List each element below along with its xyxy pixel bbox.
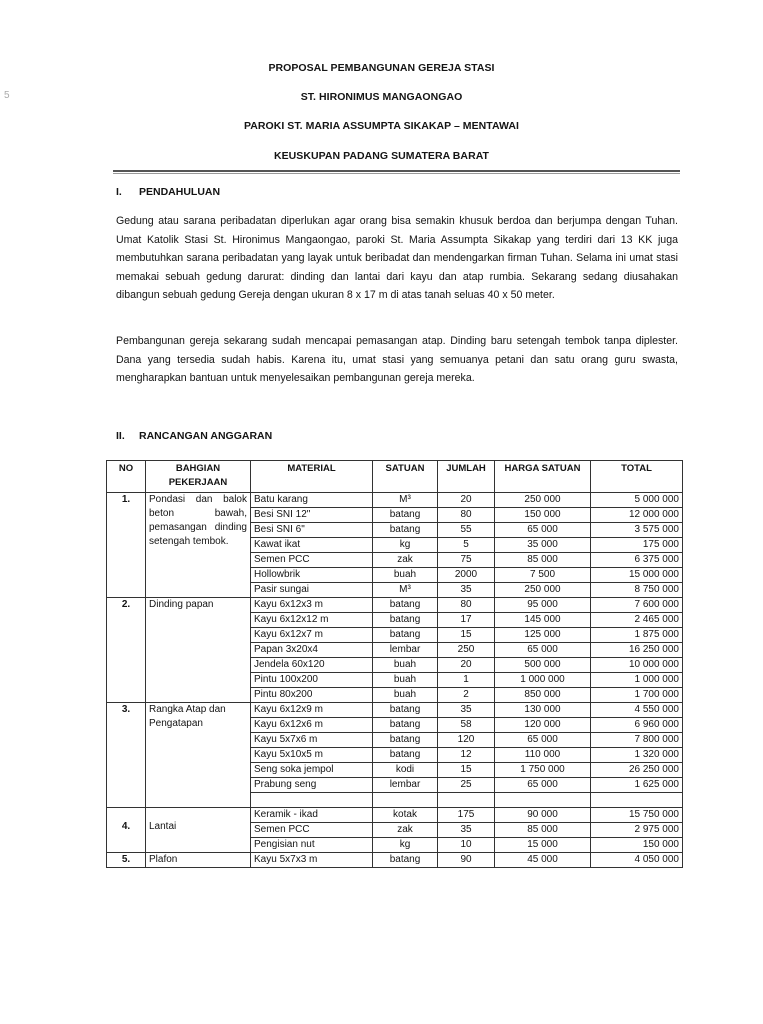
budget-table-body	[107, 493, 683, 868]
cell-price: 90 000	[495, 808, 591, 823]
cell-unit: buah	[373, 688, 438, 703]
cell-qty: 250	[438, 643, 495, 658]
table-row	[107, 598, 683, 613]
cell-material: Besi SNI 12"	[251, 508, 373, 523]
cell-unit: kodi	[373, 763, 438, 778]
header-material: MATERIAL	[251, 461, 373, 493]
header-divider	[113, 170, 680, 172]
cell-qty: 35	[438, 823, 495, 838]
cell-qty: 17	[438, 613, 495, 628]
work-part: Plafon	[146, 853, 251, 868]
cell-unit: buah	[373, 673, 438, 688]
cell-total: 150 000	[591, 838, 683, 853]
cell-total: 2 975 000	[591, 823, 683, 838]
header-no: NO	[107, 461, 146, 493]
cell-price: 500 000	[495, 658, 591, 673]
cell-price: 1 750 000	[495, 763, 591, 778]
cell-total: 15 750 000	[591, 808, 683, 823]
cell-material: Besi SNI 6"	[251, 523, 373, 538]
cell-material: Prabung seng	[251, 778, 373, 793]
cell-total: 4 050 000	[591, 853, 683, 868]
cell-qty: 15	[438, 628, 495, 643]
work-part: Pondasi dan balok beton bawah, pemasangan dinding setengah tembok.	[146, 493, 251, 598]
cell-price: 95 000	[495, 598, 591, 613]
cell-total: 12 000 000	[591, 508, 683, 523]
cell-qty: 10	[438, 838, 495, 853]
cell-unit: M³	[373, 493, 438, 508]
cell-total: 26 250 000	[591, 763, 683, 778]
table-header-row	[107, 461, 683, 493]
cell-unit: lembar	[373, 643, 438, 658]
cell-material: Kayu 5x7x3 m	[251, 853, 373, 868]
cell-unit: batang	[373, 853, 438, 868]
parish-name: PAROKI ST. MARIA ASSUMPTA SIKAKAP – MENTAWAI	[243, 120, 520, 132]
cell-total: 1 000 000	[591, 673, 683, 688]
cell-price: 130 000	[495, 703, 591, 718]
cell-total: 1 700 000	[591, 688, 683, 703]
cell-qty: 2	[438, 688, 495, 703]
cell-qty: 35	[438, 583, 495, 598]
cell-material: Pasir sungai	[251, 583, 373, 598]
cell-qty: 2000	[438, 568, 495, 583]
cell-unit: batang	[373, 508, 438, 523]
cell-total: 15 000 000	[591, 568, 683, 583]
row-number: 4.	[107, 808, 146, 853]
cell-qty: 25	[438, 778, 495, 793]
cell-qty: 120	[438, 733, 495, 748]
cell-price: 125 000	[495, 628, 591, 643]
table-row	[107, 853, 683, 868]
cell-qty: 58	[438, 718, 495, 733]
cell-material: Semen PCC	[251, 553, 373, 568]
cell-total: 6 375 000	[591, 553, 683, 568]
section-heading-pendahuluan	[116, 186, 220, 198]
cell-price: 45 000	[495, 853, 591, 868]
table-row	[107, 808, 683, 823]
cell-material: Pengisian nut	[251, 838, 373, 853]
cell-unit: lembar	[373, 778, 438, 793]
table-row	[107, 703, 683, 718]
cell-price: 85 000	[495, 553, 591, 568]
cell-qty: 5	[438, 538, 495, 553]
cell-total: 6 960 000	[591, 718, 683, 733]
cell-unit: zak	[373, 823, 438, 838]
cell-price: 250 000	[495, 493, 591, 508]
cell-material: Pintu 100x200	[251, 673, 373, 688]
cell-unit: batang	[373, 748, 438, 763]
cell-price: 850 000	[495, 688, 591, 703]
cell-material: Kawat ikat	[251, 538, 373, 553]
cell-price: 250 000	[495, 583, 591, 598]
cell-material: Seng soka jempol	[251, 763, 373, 778]
cell-material: Kayu 6x12x9 m	[251, 703, 373, 718]
cell-unit: batang	[373, 733, 438, 748]
cell-material: Keramik - ikad	[251, 808, 373, 823]
cell-total: 1 625 000	[591, 778, 683, 793]
cell-qty: 20	[438, 658, 495, 673]
cell-price: 7 500	[495, 568, 591, 583]
cell-qty: 15	[438, 763, 495, 778]
cell-qty: 20	[438, 493, 495, 508]
cell-total: 2 465 000	[591, 613, 683, 628]
cell-price: 120 000	[495, 718, 591, 733]
cell-material: Batu karang	[251, 493, 373, 508]
cell-material: Hollowbrik	[251, 568, 373, 583]
cell-unit: kg	[373, 538, 438, 553]
cell-total: 5 000 000	[591, 493, 683, 508]
row-number: 3.	[107, 703, 146, 808]
cell-qty: 175	[438, 808, 495, 823]
cell-price: 150 000	[495, 508, 591, 523]
cell-qty: 12	[438, 748, 495, 763]
section-heading-anggaran	[116, 430, 272, 442]
cell-qty: 90	[438, 853, 495, 868]
cell-unit	[373, 793, 438, 808]
cell-total: 8 750 000	[591, 583, 683, 598]
section-title: PENDAHULUAN	[139, 186, 221, 198]
scan-artifact: 5	[4, 90, 10, 101]
header-divider-secondary	[113, 173, 680, 174]
cell-unit: zak	[373, 553, 438, 568]
cell-total: 1 320 000	[591, 748, 683, 763]
intro-paragraph-1: Gedung atau sarana peribadatan diperlukan agar orang bisa semakin khusuk berdoa dan berjumpa dengan Tuhan. Umat Katolik Stasi St. Hironimus Mangaongao, paroki St. Maria Assumpta Sikakap yang terdiri dari 13 KK juga membutuhkan sarana peribadatan yang layak untuk beribadat dan mendengarkan firman Tuhan. Selama ini umat stasi memakai sebuah gedung darurat: dinding dan lantai dari kayu dan atap rumbia. Sekarang sedang diusahakan dibangun sebuah gedung Gereja dengan ukuran 8 x 17 m di atas tanah seluas 40 x 50 meter.	[116, 215, 678, 302]
cell-material: Semen PCC	[251, 823, 373, 838]
cell-unit: batang	[373, 613, 438, 628]
cell-unit: batang	[373, 523, 438, 538]
header-qty: JUMLAH	[438, 461, 495, 493]
cell-total: 7 600 000	[591, 598, 683, 613]
cell-total: 3 575 000	[591, 523, 683, 538]
header-price: HARGA SATUAN	[495, 461, 591, 493]
cell-material: Kayu 6x12x7 m	[251, 628, 373, 643]
cell-material: Kayu 6x12x6 m	[251, 718, 373, 733]
cell-price	[495, 793, 591, 808]
work-part: Lantai	[146, 808, 251, 853]
intro-paragraph-2: Pembangunan gereja sekarang sudah mencapai pemasangan atap. Dinding baru setengah tembok tanpa diplester. Dana yang tersedia sudah habis. Karena itu, umat stasi yang semuanya petani dan satu orang guru swasta, mengharapkan bantuan untuk menyelesaikan pembangunan gereja mereka.	[116, 335, 678, 385]
cell-qty: 35	[438, 703, 495, 718]
header-total: TOTAL	[591, 461, 683, 493]
cell-unit: kg	[373, 838, 438, 853]
section-title: RANCANGAN ANGGARAN	[139, 430, 273, 442]
cell-total: 10 000 000	[591, 658, 683, 673]
cell-price: 65 000	[495, 778, 591, 793]
row-number: 1.	[107, 493, 146, 598]
cell-unit: batang	[373, 718, 438, 733]
diocese-name: KEUSKUPAN PADANG SUMATERA BARAT	[273, 150, 490, 162]
cell-total	[591, 793, 683, 808]
cell-price: 35 000	[495, 538, 591, 553]
section-number: I.	[116, 186, 122, 198]
cell-qty: 80	[438, 508, 495, 523]
budget-table	[106, 460, 683, 868]
cell-price: 145 000	[495, 613, 591, 628]
cell-total: 1 875 000	[591, 628, 683, 643]
header-part: BAHGIAN PEKERJAAN	[146, 461, 251, 493]
cell-material: Papan 3x20x4	[251, 643, 373, 658]
cell-unit: kotak	[373, 808, 438, 823]
cell-price: 15 000	[495, 838, 591, 853]
section-number: II.	[116, 430, 125, 442]
cell-qty: 55	[438, 523, 495, 538]
cell-qty: 1	[438, 673, 495, 688]
cell-total: 4 550 000	[591, 703, 683, 718]
cell-material: Jendela 60x120	[251, 658, 373, 673]
work-part: Rangka Atap dan Pengatapan	[146, 703, 251, 808]
cell-material: Kayu 5x7x6 m	[251, 733, 373, 748]
cell-qty: 75	[438, 553, 495, 568]
cell-unit: M³	[373, 583, 438, 598]
work-part: Dinding papan	[146, 598, 251, 703]
cell-material: Kayu 5x10x5 m	[251, 748, 373, 763]
cell-material	[251, 793, 373, 808]
cell-material: Pintu 80x200	[251, 688, 373, 703]
cell-material: Kayu 6x12x3 m	[251, 598, 373, 613]
cell-total: 16 250 000	[591, 643, 683, 658]
cell-total: 175 000	[591, 538, 683, 553]
row-number: 2.	[107, 598, 146, 703]
cell-price: 65 000	[495, 643, 591, 658]
station-name: ST. HIRONIMUS MANGAONGAO	[300, 91, 463, 103]
cell-qty: 80	[438, 598, 495, 613]
table-row	[107, 493, 683, 508]
cell-unit: buah	[373, 658, 438, 673]
row-number: 5.	[107, 853, 146, 868]
header-unit: SATUAN	[373, 461, 438, 493]
cell-unit: batang	[373, 628, 438, 643]
cell-price: 65 000	[495, 733, 591, 748]
cell-unit: buah	[373, 568, 438, 583]
cell-total: 7 800 000	[591, 733, 683, 748]
cell-unit: batang	[373, 598, 438, 613]
cell-price: 110 000	[495, 748, 591, 763]
doc-title: PROPOSAL PEMBANGUNAN GEREJA STASI	[268, 62, 495, 74]
cell-price: 65 000	[495, 523, 591, 538]
cell-material: Kayu 6x12x12 m	[251, 613, 373, 628]
cell-price: 1 000 000	[495, 673, 591, 688]
cell-price: 85 000	[495, 823, 591, 838]
cell-unit: batang	[373, 703, 438, 718]
cell-qty	[438, 793, 495, 808]
